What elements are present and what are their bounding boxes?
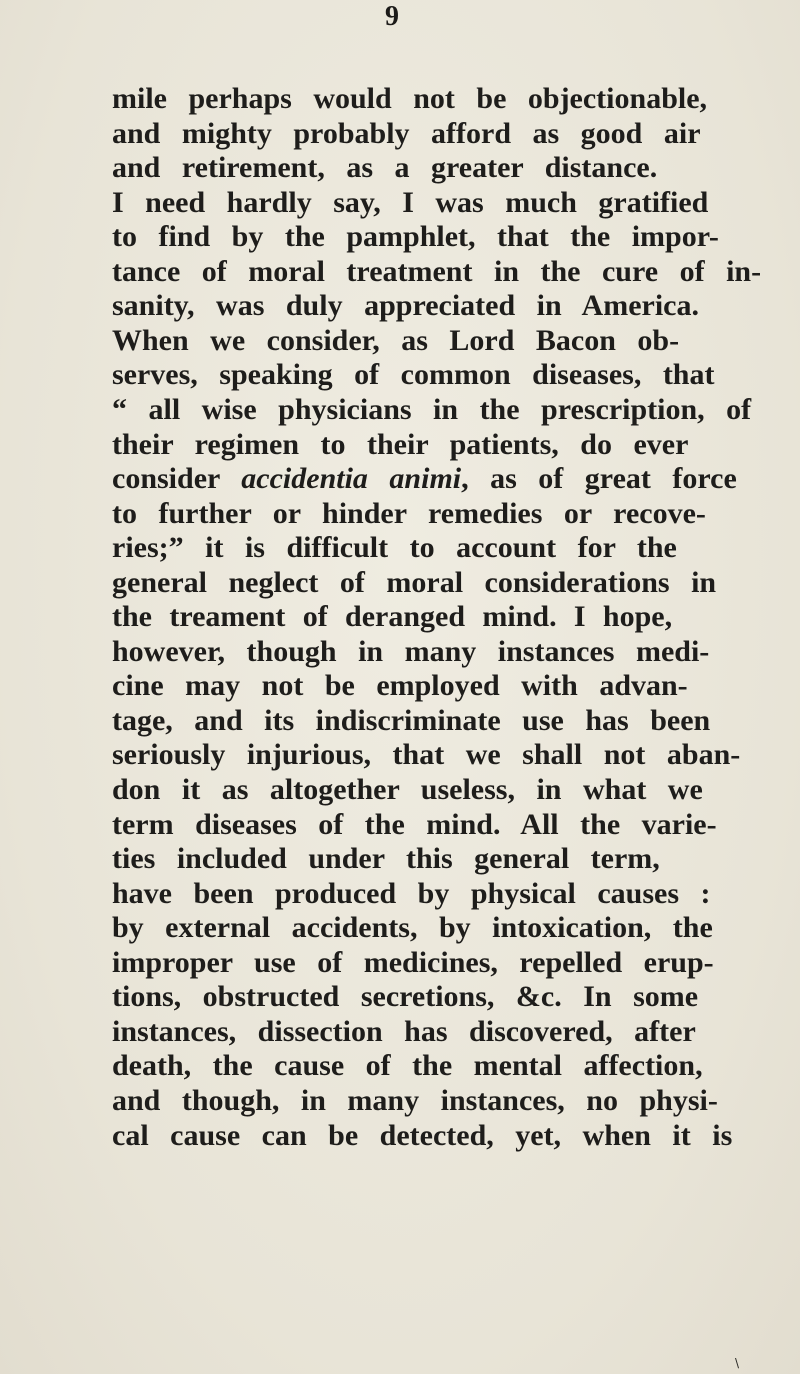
text-line [112,1119,732,1154]
text-segment: the treament of deranged mind. I hope, [112,600,673,634]
italic-phrase: accidentia animi [241,462,462,496]
text-segment: tance of moral treatment in the cure of in- [112,254,762,288]
text-segment: consider [112,462,242,496]
text-line [112,82,707,117]
text-segment: instances, dissection has discovered, after [112,1014,696,1048]
text-line [112,289,699,324]
text-line [112,600,672,635]
text-line [112,497,706,532]
text-line [112,428,688,463]
text-segment: have been produced by physical causes : [112,876,711,910]
text-line [112,151,657,186]
text-line [112,462,737,497]
text-segment: serves, speaking of common diseases, that [112,358,715,392]
text-line [112,808,717,843]
text-segment: sanity, was duly appreciated in America. [112,289,699,323]
page-number: 9 [385,1,399,32]
text-segment: “ all wise physicians in the prescription, of [112,392,752,426]
text-line [112,704,710,739]
text-segment: to find by the pamphlet, that the impor- [112,220,719,254]
text-line [112,1049,703,1084]
text-segment: to further or hinder remedies or recove- [112,496,706,530]
text-segment: and retirement, as a greater distance. [112,151,658,185]
text-segment: and mighty probably afford as good air [112,116,701,150]
printer-mark: \ [735,1356,740,1370]
text-line [112,220,719,255]
text-segment: ries;” it is difficult to account for the [112,531,677,565]
text-line [112,773,703,808]
text-segment: tage, and its indiscriminate use has been [112,703,711,737]
text-line [112,186,708,221]
text-segment: by external accidents, by intoxication, the [112,911,713,945]
text-segment: don it as altogether useless, in what we [112,773,703,806]
text-line [112,1015,696,1050]
text-line [112,635,709,670]
text-segment: improper use of medicines, repelled erup- [112,945,714,979]
text-line [112,531,677,566]
text-segment: however, though in many instances medi- [112,634,710,668]
text-line [112,255,761,290]
text-line [112,566,716,601]
text-segment: their regimen to their patients, do ever [112,427,689,461]
text-line [112,980,698,1015]
text-segment: and though, in many instances, no physi- [112,1083,718,1117]
text-segment: general neglect of moral considerations in [112,565,717,599]
text-line [112,946,714,981]
text-line [112,911,713,946]
text-line [112,877,711,912]
text-segment: mile perhaps would not be objectionable, [112,82,708,115]
text-segment: cine may not be employed with advan- [112,669,688,703]
text-line [112,117,701,152]
text-line [112,669,688,704]
text-line [112,738,740,773]
text-segment: When we consider, as Lord Bacon ob- [112,323,680,357]
text-segment: tions, obstructed secretions, &c. In some [112,980,699,1014]
text-segment: , as of great force [461,462,737,496]
text-segment: cal cause can be detected, yet, when it is [112,1118,733,1152]
text-segment: I need hardly say, I was much gratified [112,185,709,219]
text-line [112,1084,718,1119]
text-segment: term diseases of the mind. All the varie- [112,807,717,841]
text-line [112,842,660,877]
text-segment: death, the cause of the mental affection, [112,1049,703,1083]
text-line [112,393,751,428]
text-line [112,324,679,359]
text-line [112,358,715,393]
text-segment: ties included under this general term, [112,842,660,876]
text-segment: seriously injurious, that we shall not aban- [112,738,741,772]
